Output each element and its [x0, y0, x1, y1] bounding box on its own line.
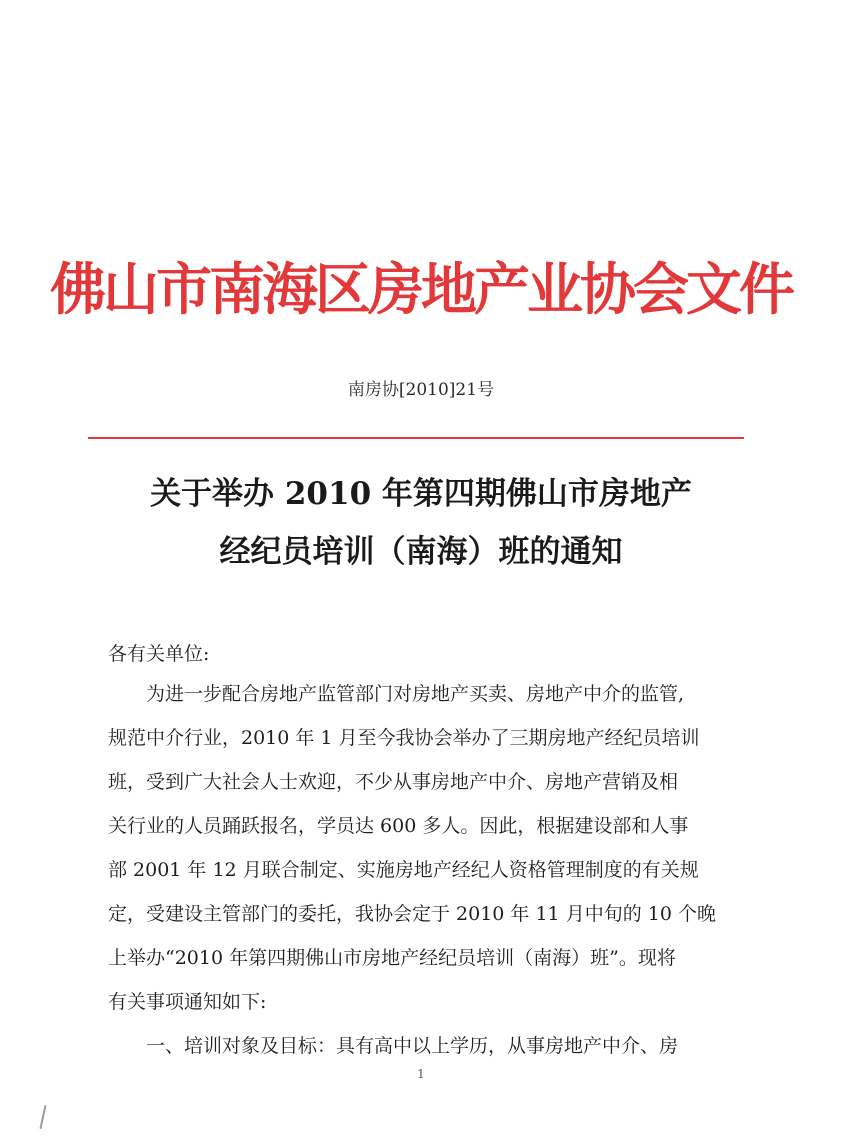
document-number: 南房协[2010]21号	[347, 380, 495, 400]
notice-title-line-2: 经纪员培训（南海）班的通知	[219, 534, 623, 570]
red-divider-line	[88, 437, 744, 439]
paragraph-line: 为进一步配合房地产监管部门对房地产买卖、房地产中介的监管,	[146, 683, 685, 705]
paragraph-line: 班，受到广大社会人士欢迎，不少从事房地产中介、房地产营销及相	[108, 771, 679, 793]
salutation: 各有关单位:	[108, 643, 210, 665]
scan-mark	[40, 1105, 47, 1129]
notice-title-line-1: 关于举办 2010 年第四期佛山市房地产	[150, 476, 692, 512]
paragraph-line: 有关事项通知如下:	[108, 991, 267, 1013]
section-1-line: 一、培训对象及目标：具有高中以上学历，从事房地产中介、房	[146, 1035, 679, 1057]
paragraph-line: 部 2001 年 12 月联合制定、实施房地产经纪人资格管理制度的有关规	[108, 859, 699, 881]
paragraph-line: 规范中介行业，2010 年 1 月至今我协会举办了三期房地产经纪员培训	[108, 727, 700, 749]
paragraph-line: 定，受建设主管部门的委托，我协会定于 2010 年 11 月中旬的 10 个晚	[108, 903, 716, 925]
organization-header: 佛山市南海区房地产业协会文件	[50, 257, 792, 323]
paragraph-line: 关行业的人员踊跃报名，学员达 600 多人。因此，根据建设部和人事	[108, 815, 689, 837]
page-number: 1	[417, 1067, 425, 1081]
paragraph-line: 上举办“2010 年第四期佛山市房地产经纪员培训（南海）班”。现将	[108, 947, 676, 969]
